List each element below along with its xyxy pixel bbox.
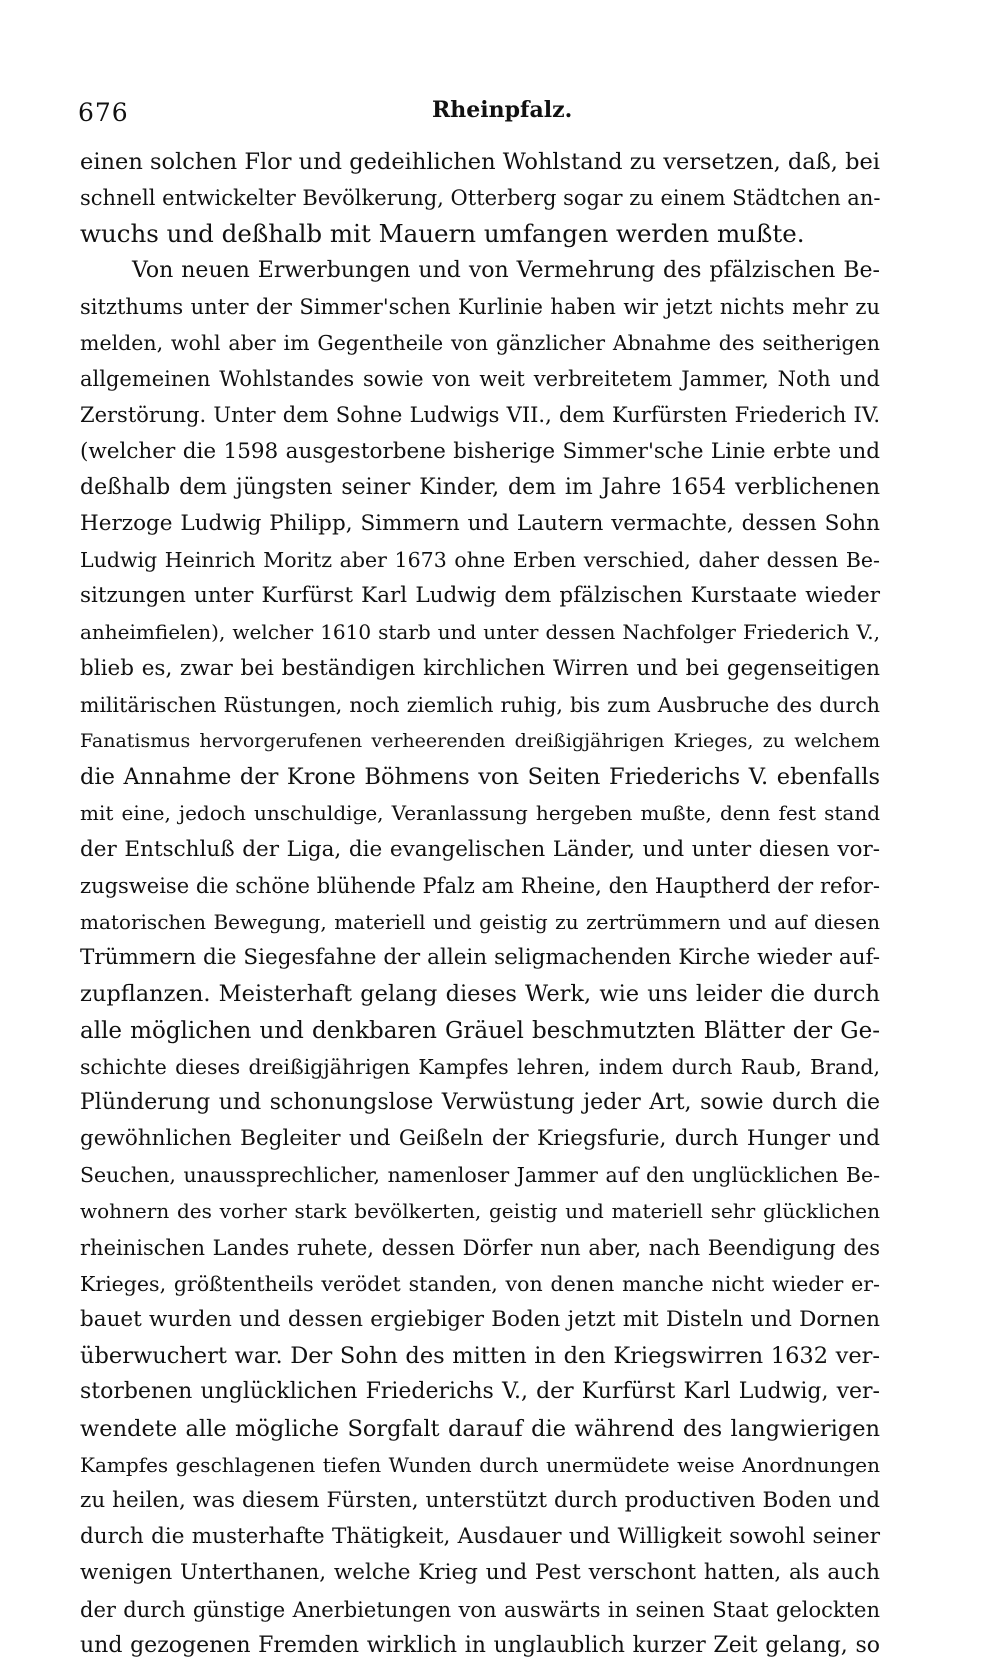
text-line: (welcher die 1598 ausgestorbene bisherige Simmer'sche Linie erbte und (80, 438, 880, 464)
text-line: rheinischen Landes ruhete, dessen Dörfer nun aber, nach Beendigung des (80, 1235, 880, 1260)
text-line: zugsweise die schöne blühende Pfalz am Rheine, den Hauptherd der refor- (80, 873, 880, 898)
text-line: zupflanzen. Meisterhaft gelang dieses Werk, wie uns leider die durch (80, 981, 880, 1008)
text-line: Kampfes geschlagenen tiefen Wunden durch unermüdete weise Anordnungen (80, 1452, 880, 1477)
text-line: militärischen Rüstungen, noch ziemlich ruhig, bis zum Ausbruche des durch (80, 692, 880, 717)
text-line: wendete alle mögliche Sorgfalt darauf die während des langwierigen (80, 1415, 880, 1442)
text-line: überwuchert war. Der Sohn des mitten in den Kriegswirren 1632 ver- (80, 1343, 880, 1370)
text-line: Zerstörung. Unter dem Sohne Ludwigs VII., dem Kurfürsten Friederich IV. (80, 403, 880, 428)
text-line: blieb es, zwar bei beständigen kirchlichen Wirren und bei gegenseitigen (80, 655, 880, 681)
text-line: Trümmern die Siegesfahne der allein seligmachenden Kirche wieder auf- (80, 945, 880, 971)
body-text (80, 144, 880, 1664)
text-line: einen solchen Flor und gedeihlichen Wohlstand zu versetzen, daß, bei (80, 149, 880, 175)
text-line: der Entschluß der Liga, die evangelischen Länder, und unter diesen vor- (80, 836, 880, 862)
text-line: anheimfielen), welcher 1610 starb und unter dessen Nachfolger Friederich V., (80, 620, 880, 645)
text-line: bauet wurden und dessen ergiebiger Boden jetzt mit Disteln und Dornen (80, 1307, 880, 1332)
text-line: deßhalb dem jüngsten seiner Kinder, dem im Jahre 1654 verblichenen (80, 474, 880, 500)
text-line: wohnern des vorher stark bevölkerten, geistig und materiell sehr glücklichen (80, 1199, 880, 1224)
text-line: durch die musterhafte Thätigkeit, Ausdauer und Willigkeit sowohl seiner (80, 1524, 880, 1550)
text-line: die Annahme der Krone Böhmens von Seiten Friederichs V. ebenfalls (80, 764, 880, 791)
page-number: 676 (78, 98, 129, 127)
text-line: melden, wohl aber im Gegentheile von gänzlicher Abnahme des seitherigen (80, 330, 880, 355)
text-line: allgemeinen Wohlstandes sowie von weit verbreitetem Jammer, Noth und (80, 367, 880, 392)
text-line: alle möglichen und denkbaren Gräuel beschmutzten Blätter der Ge- (80, 1017, 880, 1044)
text-line: Fanatismus hervorgerufenen verheerenden dreißigjährigen Krieges, zu welchem (80, 730, 880, 752)
text-line: Ludwig Heinrich Moritz aber 1673 ohne Erben verschied, daher dessen Be- (80, 548, 880, 573)
text-line: gewöhnlichen Begleiter und Geißeln der Kriegsfurie, durch Hunger und (80, 1126, 880, 1152)
text-line: wenigen Unterthanen, welche Krieg und Pest verschont hatten, als auch (80, 1560, 880, 1586)
text-line: schichte dieses dreißigjährigen Kampfes lehren, indem durch Raub, Brand, (80, 1054, 880, 1079)
text-line: storbenen unglücklichen Friederichs V., der Kurfürst Karl Ludwig, ver- (80, 1379, 880, 1405)
text-line: der durch günstige Anerbietungen von auswärts in seinen Staat gelockten (80, 1597, 880, 1622)
text-line: Von neuen Erwerbungen und von Vermehrung des pfälzischen Be- (132, 257, 880, 283)
text-line: sitzthums unter der Simmer'schen Kurlinie haben wir jetzt nichts mehr zu (80, 294, 880, 319)
text-line: sitzungen unter Kurfürst Karl Ludwig dem pfälzischen Kurstaate wieder (80, 583, 880, 609)
text-line: Seuchen, unaussprechlicher, namenloser Jammer auf den unglücklichen Be- (80, 1163, 880, 1188)
text-line: und gezogenen Fremden wirklich in unglaublich kurzer Zeit gelang, so (80, 1632, 880, 1658)
text-line: mit eine, jedoch unschuldige, Veranlassung hergeben mußte, denn fest stand (80, 801, 880, 826)
text-line: matorischen Bewegung, materiell und geistig zu zertrümmern und auf diesen (80, 909, 880, 934)
text-line: schnell entwickelter Bevölkerung, Otterberg sogar zu einem Städtchen an- (80, 186, 881, 211)
text-line: Plünderung und schonungslose Verwüstung jeder Art, sowie durch die (80, 1089, 880, 1115)
text-line: wuchs und deßhalb mit Mauern umfangen werden mußte. (80, 219, 805, 249)
running-title: Rheinpfalz. (432, 97, 573, 123)
text-line: Krieges, größtentheils verödet standen, von denen manche nicht wieder er- (80, 1271, 880, 1296)
text-line: Herzoge Ludwig Philipp, Simmern und Lautern vermachte, dessen Sohn (80, 510, 880, 536)
text-line: zu heilen, was diesem Fürsten, unterstützt durch productiven Boden und (80, 1487, 880, 1513)
